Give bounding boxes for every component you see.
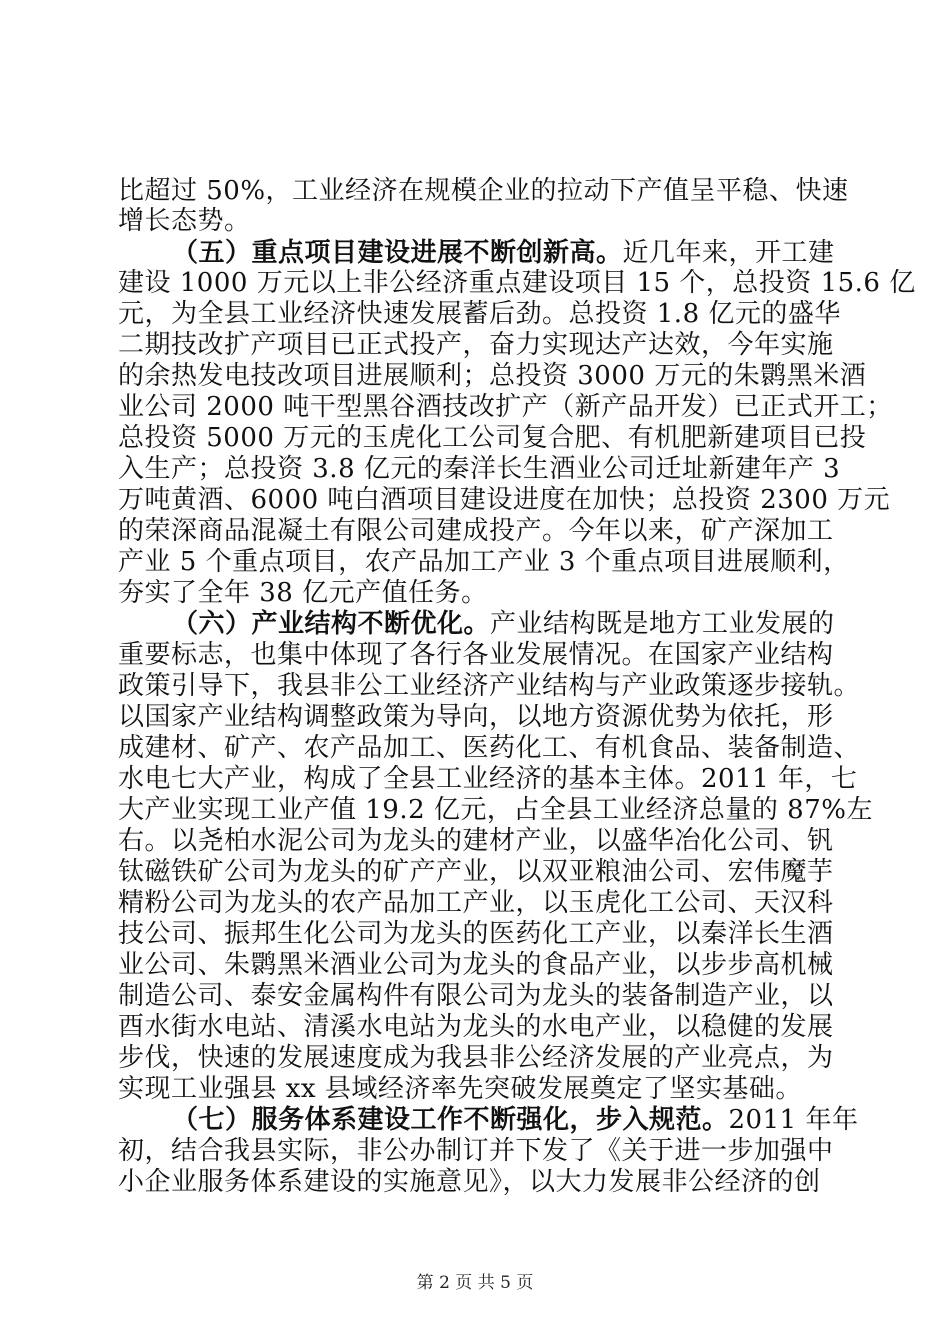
page-footer: 第 2 页 共 5 页 <box>416 1273 534 1293</box>
paragraph-6-lead-text: 产业结构既是地方工业发展的 <box>490 609 835 639</box>
paragraph-5-first-line <box>172 236 835 270</box>
text-line: 制造公司、泰安金属构件有限公司为龙头的装备制造产业，以 <box>118 981 834 1011</box>
text-line: 入生产；总投资 3.8 亿元的秦洋长生酒业公司迁址新建年产 3 <box>118 454 841 484</box>
text-line: 初，结合我县实际，非公办制订并下发了《关于进一步加强中 <box>118 1136 834 1166</box>
text-line: 总投资 5000 万元的玉虎化工公司复合肥、有机肥新建项目已投 <box>118 423 867 453</box>
text-line: 政策引导下，我县非公工业经济产业结构与产业政策逐步接轨。 <box>118 671 861 701</box>
text-line: 技公司、振邦生化公司为龙头的医药化工产业，以秦洋长生酒 <box>118 919 834 949</box>
text-line: 增长态势。 <box>118 206 251 236</box>
text-line: 元，为全县工业经济快速发展蓄后劲。总投资 1.8 亿元的盛华 <box>118 299 841 329</box>
text-line: 夯实了全年 38 亿元产值任务。 <box>118 578 488 608</box>
paragraph-7-lead-text: 2011 年年 <box>728 1105 859 1135</box>
text-line: 步伐，快速的发展速度成为我县非公经济发展的产业亮点，为 <box>118 1043 834 1073</box>
paragraph-6-heading: （六）产业结构不断优化。 <box>172 609 491 639</box>
text-line: 二期技改扩产项目已正式投产，奋力实现达产达效，今年实施 <box>118 330 834 360</box>
paragraph-5-heading: （五）重点项目建设进展不断创新高。 <box>172 238 623 268</box>
text-line: 的余热发电技改项目进展顺利；总投资 3000 万元的朱鹮黑米酒 <box>118 361 867 391</box>
text-line: 大产业实现工业产值 19.2 亿元，占全县工业经济总量的 87%左 <box>118 795 873 825</box>
text-line: 产业 5 个重点项目，农产品加工产业 3 个重点项目进展顺利， <box>118 547 850 577</box>
text-line: 精粉公司为龙头的农产品加工产业，以玉虎化工公司、天汉科 <box>118 888 834 918</box>
text-line: 水电七大产业，构成了全县工业经济的基本主体。2011 年，七 <box>118 764 858 794</box>
text-line: 右。以尧柏水泥公司为龙头的建材产业，以盛华冶化公司、钒 <box>118 826 834 856</box>
text-line: 小企业服务体系建设的实施意见》，以大力发展非公经济的创 <box>118 1167 821 1197</box>
text-line: 实现工业强县 xx 县域经济率先突破发展奠定了坚实基础。 <box>118 1074 802 1104</box>
text-line: 建设 1000 万元以上非公经济重点建设项目 15 个，总投资 15.6 亿 <box>118 268 916 298</box>
text-line: 万吨黄酒、6000 吨白酒项目建设进度在加快；总投资 2300 万元 <box>118 485 891 515</box>
text-line: 成建材、矿产、农产品加工、医药化工、有机食品、装备制造、 <box>118 733 861 763</box>
text-line: 的荣深商品混凝土有限公司建成投产。今年以来，矿产深加工 <box>118 516 834 546</box>
paragraph-7-first-line <box>172 1103 858 1137</box>
text-line: 以国家产业结构调整政策为导向，以地方资源优势为依托，形 <box>118 702 834 732</box>
paragraph-6-first-line <box>172 607 835 641</box>
text-line: 钛磁铁矿公司为龙头的矿产产业，以双亚粮油公司、宏伟魔芋 <box>118 857 834 887</box>
text-line: 酉水街水电站、清溪水电站为龙头的水电产业，以稳健的发展 <box>118 1012 834 1042</box>
text-line: 业公司 2000 吨干型黑谷酒技改扩产（新产品开发）已正式开工； <box>118 392 893 422</box>
paragraph-7-heading: （七）服务体系建设工作不断强化，步入规范。 <box>172 1105 729 1135</box>
text-line: 比超过 50%，工业经济在规模企业的拉动下产值呈平稳、快速 <box>118 176 849 206</box>
text-line: 业公司、朱鹮黑米酒业公司为龙头的食品产业，以步步高机械 <box>118 950 834 980</box>
text-line: 重要标志，也集中体现了各行各业发展情况。在国家产业结构 <box>118 640 834 670</box>
paragraph-5-lead-text: 近几年来，开工建 <box>622 238 835 268</box>
